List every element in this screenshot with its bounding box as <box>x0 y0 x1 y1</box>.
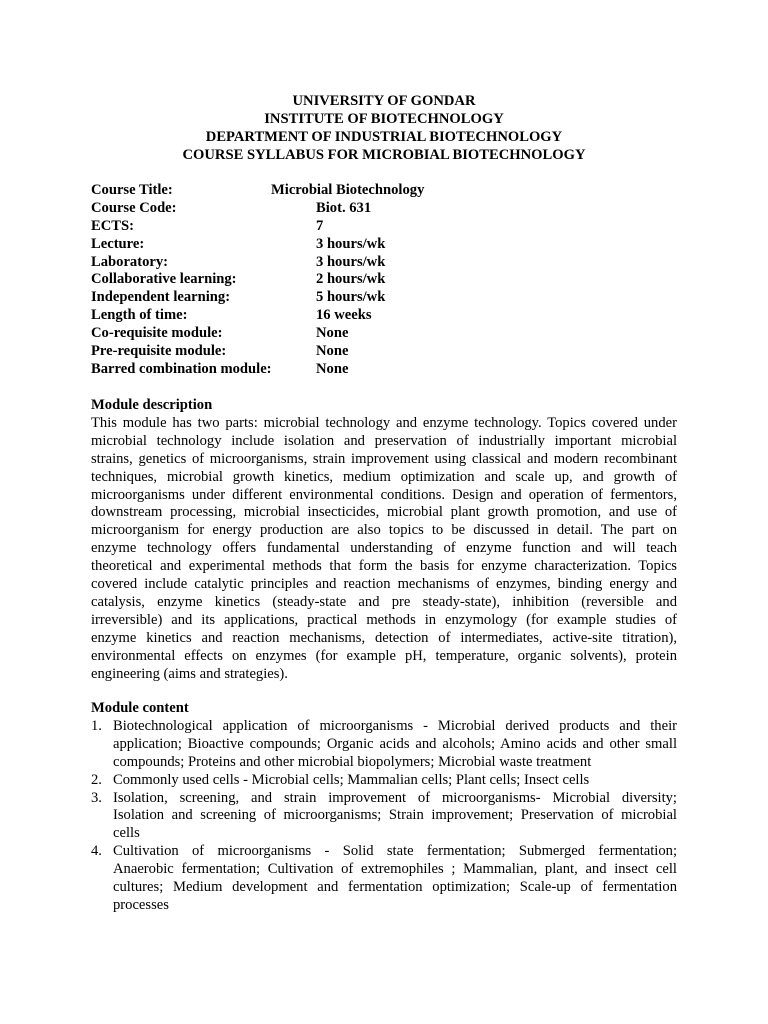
list-item-number: 4. <box>91 843 102 860</box>
course-info-row <box>91 182 691 200</box>
course-info-label: Course Title: <box>91 182 173 198</box>
module-description-text <box>91 415 677 684</box>
list-item-line: cultures; Medium development and fermentation optimization; Scale-up of fermentation <box>113 879 677 896</box>
paragraph-line: downstream processing, microbial insecticides, microbial plant growth promotion, and use of <box>91 504 677 521</box>
list-item <box>91 843 677 915</box>
course-info-row <box>91 254 691 272</box>
course-info-value: 3 hours/wk <box>316 253 386 270</box>
course-info-label: Pre-requisite module: <box>91 343 227 360</box>
module-content-list <box>91 718 677 915</box>
course-info-value: 7 <box>316 217 324 234</box>
list-item <box>91 718 677 772</box>
paragraph-line: microbial technology include isolation and preservation of industrially important microbial <box>91 432 677 449</box>
university-name: UNIVERSITY OF GONDAR <box>292 93 476 109</box>
course-info-value: 2 hours/wk <box>316 271 386 288</box>
institute-name: INSTITUTE OF BIOTECHNOLOGY <box>264 111 504 127</box>
course-info-value: 5 hours/wk <box>316 289 386 306</box>
paragraph-line: enzyme technology offers fundamental understanding of enzyme function and will teach <box>91 540 677 557</box>
list-item <box>91 790 677 844</box>
course-info-label: Laboratory: <box>91 253 169 270</box>
paragraph-line: microorganisms under different environmental conditions. Design and operation of fermentors, <box>91 486 677 503</box>
course-info-label: Barred combination module: <box>91 360 272 377</box>
module-description-section <box>91 397 677 684</box>
paragraph-line: irreversible) and its applications, practical methods in enzymology (for example studies of <box>91 611 677 628</box>
course-info-row <box>91 361 691 379</box>
course-info-value: 3 hours/wk <box>316 235 386 252</box>
course-info-row <box>91 236 691 254</box>
module-description-heading: Module description <box>91 397 213 413</box>
course-info-row <box>91 325 691 343</box>
course-info-value: None <box>316 325 349 342</box>
course-info-value: 16 weeks <box>316 307 372 324</box>
course-info-value: Microbial Biotechnology <box>271 182 425 198</box>
list-item-line: Biotechnological application of microorganisms - Microbial derived products and their <box>113 717 677 734</box>
course-info-table <box>91 182 691 379</box>
course-info-label: Independent learning: <box>91 289 231 306</box>
paragraph-line: enzyme kinetics and reaction mechanisms, detection of intermediates, active-site titration), <box>91 629 677 646</box>
paragraph-line: theoretical and experimental methods that form the basis for enzyme characterization. Topics <box>91 558 677 575</box>
list-item-line: cells <box>113 825 140 842</box>
course-info-label: Course Code: <box>91 199 177 216</box>
course-info-label: Collaborative learning: <box>91 271 237 288</box>
course-info-label: Length of time: <box>91 307 188 324</box>
course-info-label: Co-requisite module: <box>91 325 223 342</box>
list-item-number: 2. <box>91 771 102 788</box>
list-item-line: compounds; Proteins and other microbial biopolymers; Microbial waste treatment <box>113 753 592 770</box>
course-info-row <box>91 271 691 289</box>
paragraph-line: environmental effects on enzymes (for example pH, temperature, organic solvents), protein <box>91 647 677 664</box>
paragraph-line: techniques, microbial growth kinetics, medium optimization and scale up, and growth of <box>91 468 677 485</box>
course-info-row <box>91 307 691 325</box>
list-item-line: Isolation, screening, and strain improvement of microorganisms- Microbial diversity; <box>113 789 677 806</box>
document-header <box>0 92 768 164</box>
list-item-line: Isolation and screening of microorganisms; Strain improvement; Preservation of microbial <box>113 807 677 824</box>
paragraph-line: This module has two parts: microbial technology and enzyme technology. Topics covered under <box>91 414 677 431</box>
paragraph-line: microorganism for energy production are also topics to be discussed in detail. The part on <box>91 522 677 539</box>
paragraph-line: strains, genetics of microorganisms, strain improvement using classical and modern recombinant <box>91 450 677 467</box>
course-info-value: None <box>316 360 349 377</box>
list-item-number: 1. <box>91 717 102 734</box>
list-item-line: Anaerobic fermentation; Cultivation of extremophiles ; Mammalian, plant, and insect cell <box>113 861 677 878</box>
course-info-row <box>91 218 691 236</box>
course-info-row <box>91 289 691 307</box>
department-name: DEPARTMENT OF INDUSTRIAL BIOTECHNOLOGY <box>205 129 563 145</box>
list-item <box>91 772 677 790</box>
module-content-heading: Module content <box>91 700 189 716</box>
paragraph-line: covered include catalytic principles and reaction mechanisms of enzymes, binding energy and <box>91 576 677 593</box>
course-info-value: None <box>316 343 349 360</box>
list-item-line: Cultivation of microorganisms - Solid state fermentation; Submerged fermentation; <box>113 843 677 860</box>
course-info-row <box>91 343 691 361</box>
list-item-line: Commonly used cells - Microbial cells; Mammalian cells; Plant cells; Insect cells <box>113 771 590 788</box>
course-info-value: Biot. 631 <box>316 199 372 216</box>
paragraph-line: engineering (aims and strategies). <box>91 665 288 682</box>
list-item-line: application; Bioactive compounds; Organic acids and alcohols; Amino acids and other small <box>113 735 677 752</box>
paragraph-line: catalysis, enzyme kinetics (steady-state and pre steady-state), inhibition (reversible and <box>91 593 677 610</box>
module-content-section <box>91 700 677 915</box>
syllabus-title: COURSE SYLLABUS FOR MICROBIAL BIOTECHNOLOGY <box>182 147 586 163</box>
course-info-label: Lecture: <box>91 235 145 252</box>
course-info-row <box>91 200 691 218</box>
list-item-number: 3. <box>91 789 102 806</box>
list-item-line: processes <box>113 896 169 913</box>
course-info-label: ECTS: <box>91 217 134 234</box>
